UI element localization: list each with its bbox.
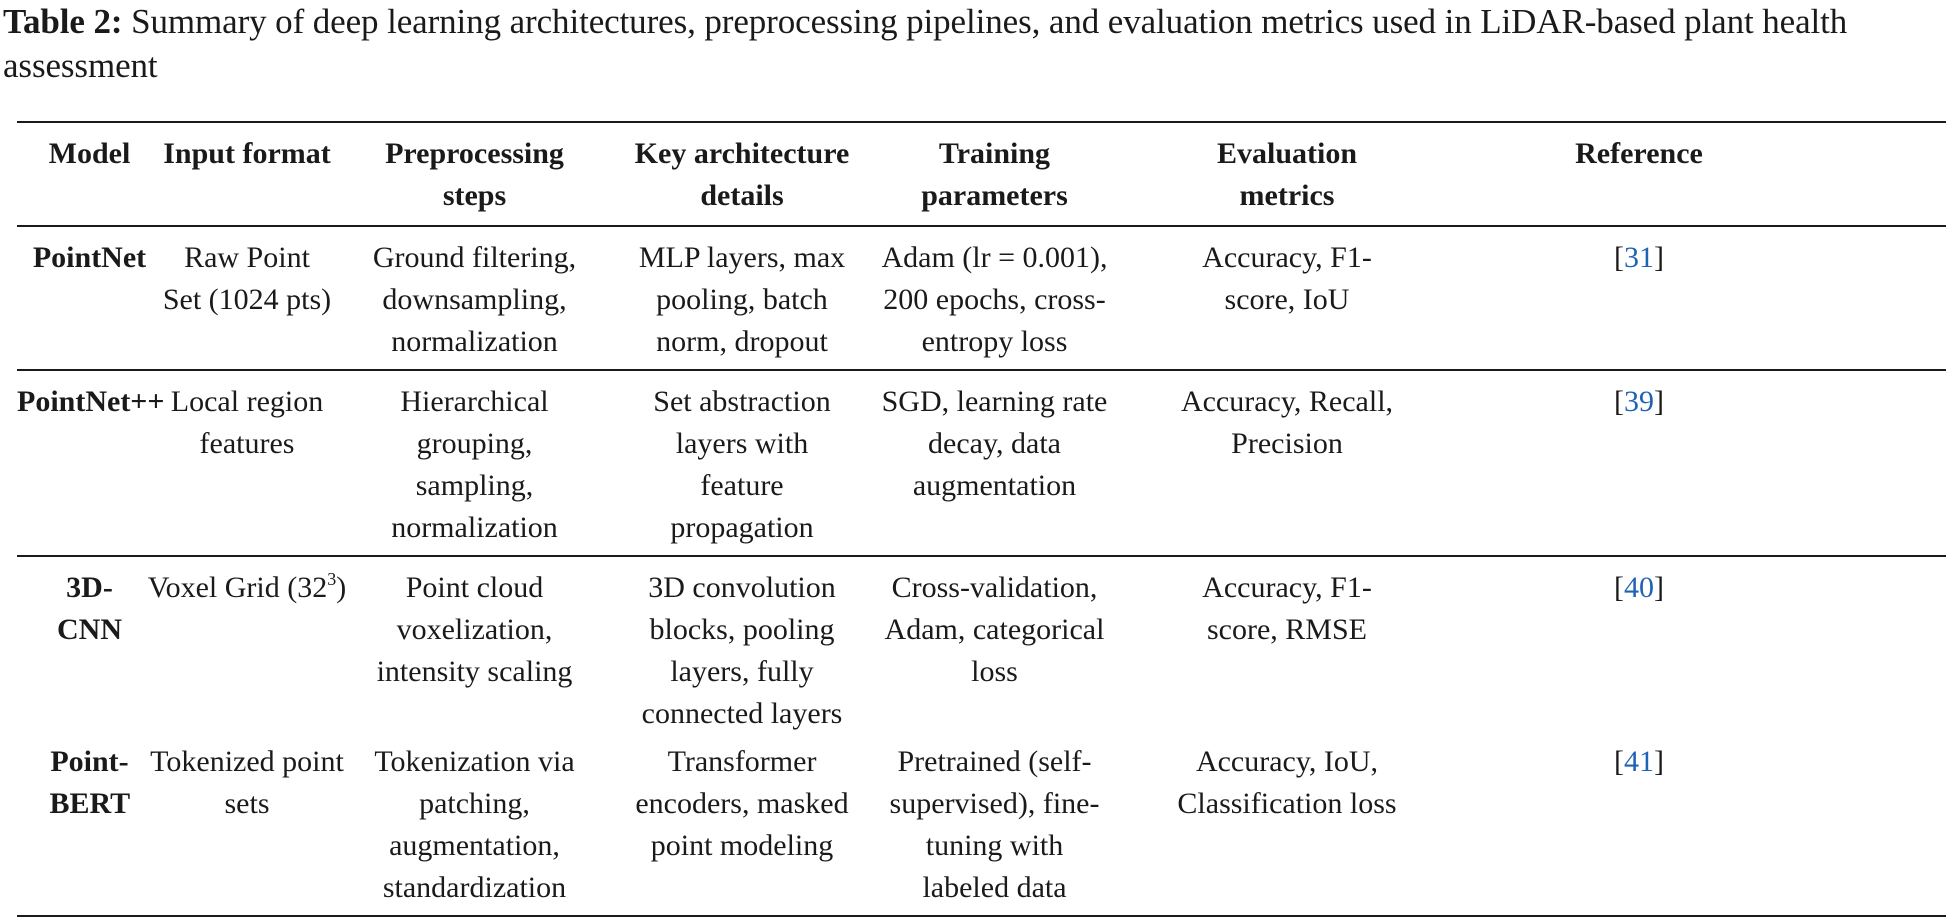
cell-training: Pretrained (self-supervised), fine-tuning with labeled data	[867, 741, 1122, 916]
cell-preprocessing: Point cloud voxelization, intensity scaling	[332, 556, 617, 741]
caption-label: Table 2:	[3, 2, 123, 41]
header-architecture: Key architecture details	[634, 137, 850, 212]
cell-preprocessing: Tokenization via patching, augmentation, standardization	[332, 741, 617, 916]
header-row	[17, 122, 1946, 226]
table-row	[17, 556, 1946, 741]
cell-input-format: Tokenized point sets	[162, 741, 332, 916]
header-preprocessing: Preprocessing steps	[385, 137, 564, 212]
cell-preprocessing: Hierarchical grouping, sampling, normalization	[332, 370, 617, 556]
table-row	[17, 370, 1946, 556]
summary-table	[17, 121, 1946, 917]
cell-metrics: Accuracy, F1-score, IoU	[1122, 226, 1452, 370]
header-training: Training parameters	[921, 137, 1068, 212]
header-reference: Reference	[1575, 137, 1703, 170]
cell-training: Cross-validation, Adam, categorical loss	[867, 556, 1122, 741]
header-model: Model	[48, 137, 131, 170]
cell-metrics: Accuracy, F1-score, RMSE	[1122, 556, 1452, 741]
cell-input-format: Raw Point Set (1024 pts)	[162, 226, 332, 370]
header-input-format: Input format	[163, 137, 331, 170]
cell-architecture: Set abstraction layers with feature propagation	[617, 370, 867, 556]
cell-architecture: Transformer encoders, masked point modeling	[617, 741, 867, 916]
cell-reference: [40]	[1452, 556, 1946, 741]
table-caption	[3, 0, 1953, 88]
cell-model: 3D-CNN	[17, 556, 162, 741]
table-row	[17, 741, 1946, 916]
cell-architecture: 3D convolution blocks, pooling layers, fully connected layers	[617, 556, 867, 741]
cell-reference: [31]	[1452, 226, 1946, 370]
cell-model: PointNet++	[17, 370, 162, 556]
cell-metrics: Accuracy, Recall, Precision	[1122, 370, 1452, 556]
cell-training: SGD, learning rate decay, data augmentation	[867, 370, 1122, 556]
cell-reference: [39]	[1452, 370, 1946, 556]
caption-text: Summary of deep learning architectures, preprocessing pipelines, and evaluation metrics used in LiDAR-based plant health assessment	[3, 2, 1848, 85]
reference-link[interactable]: 40	[1624, 571, 1654, 604]
reference-link[interactable]: 41	[1624, 745, 1654, 778]
reference-link[interactable]: 39	[1624, 385, 1654, 418]
cell-metrics: Accuracy, IoU, Classification loss	[1122, 741, 1452, 916]
reference-link[interactable]: 31	[1624, 241, 1654, 274]
cell-training: Adam (lr = 0.001), 200 epochs, cross-entropy loss	[867, 226, 1122, 370]
cell-preprocessing: Ground filtering, downsampling, normalization	[332, 226, 617, 370]
cell-model: PointNet	[17, 226, 162, 370]
table-row	[17, 226, 1946, 370]
cell-reference: [41]	[1452, 741, 1946, 916]
cell-architecture: MLP layers, max pooling, batch norm, dropout	[617, 226, 867, 370]
header-metrics: Evaluation metrics	[1216, 137, 1358, 212]
cell-input-format: Voxel Grid $(32^3)$	[162, 556, 332, 741]
cell-model: Point-BERT	[17, 741, 162, 916]
cell-input-format: Local region features	[162, 370, 332, 556]
